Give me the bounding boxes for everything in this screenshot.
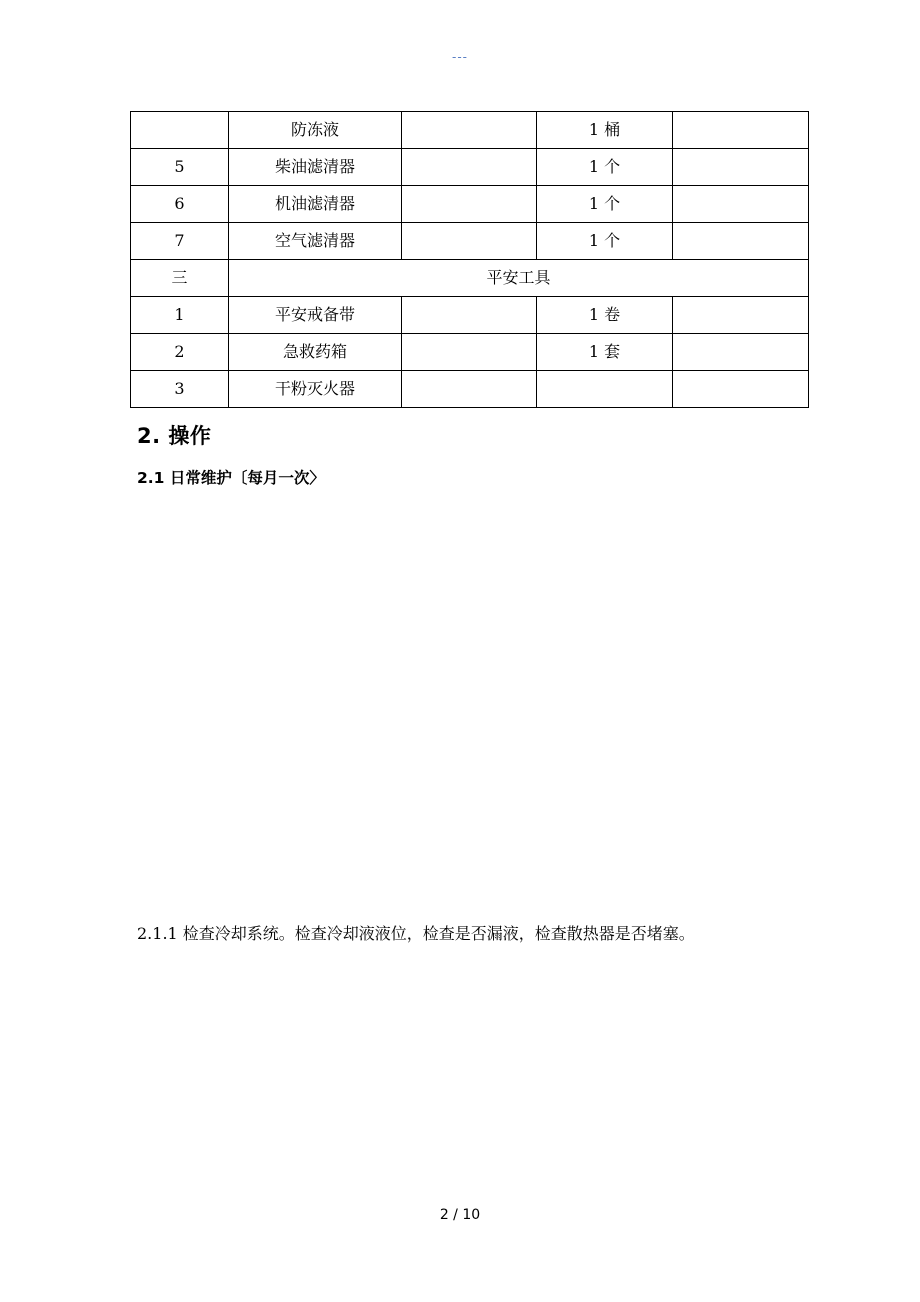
table-row (131, 297, 809, 334)
table-cell: 2 (131, 334, 229, 371)
subsection-heading: 2.1 日常维护〔每月一次〉 (137, 469, 325, 487)
table-cell (402, 112, 537, 149)
table-cell (537, 371, 673, 408)
table-row (131, 223, 809, 260)
table-cell: 1 个 (537, 186, 673, 223)
table-cell: 5 (131, 149, 229, 186)
table-cell (402, 149, 537, 186)
table-cell (402, 334, 537, 371)
table-cell (673, 149, 809, 186)
table-cell (673, 112, 809, 149)
table-cell: 1 桶 (537, 112, 673, 149)
table-cell (402, 371, 537, 408)
table-cell: 1 套 (537, 334, 673, 371)
table-cell: 空气滤清器 (229, 223, 402, 260)
table-row (131, 334, 809, 371)
table-cell: 三 (131, 260, 229, 297)
table-section-row (131, 260, 809, 297)
table-cell: 1 卷 (537, 297, 673, 334)
header-mark: --- (452, 50, 468, 64)
table-cell (131, 112, 229, 149)
table-cell: 急救药箱 (229, 334, 402, 371)
table-cell: 1 个 (537, 223, 673, 260)
table-cell: 1 个 (537, 149, 673, 186)
table-cell: 7 (131, 223, 229, 260)
table-cell (673, 223, 809, 260)
table-row (131, 112, 809, 149)
table-cell (673, 371, 809, 408)
table-section-title: 平安工具 (229, 260, 809, 297)
table-cell: 1 (131, 297, 229, 334)
table-cell: 干粉灭火器 (229, 371, 402, 408)
table-row (131, 371, 809, 408)
table-cell: 6 (131, 186, 229, 223)
table-cell (402, 223, 537, 260)
table-cell: 机油滤清器 (229, 186, 402, 223)
equipment-table (130, 111, 809, 408)
page-number: 2 / 10 (439, 1207, 481, 1223)
table-cell: 柴油滤清器 (229, 149, 402, 186)
table-row (131, 149, 809, 186)
section-heading: 2. 操作 (137, 424, 212, 448)
table-cell (673, 297, 809, 334)
body-paragraph: 2.1.1 检查冷却系统。检查冷却液液位，检查是否漏液，检查散热器是否堵塞。 (137, 924, 695, 943)
table-cell (673, 334, 809, 371)
table-cell (673, 186, 809, 223)
table-cell (402, 297, 537, 334)
table-cell: 防冻液 (229, 112, 402, 149)
table-row (131, 186, 809, 223)
table-cell (402, 186, 537, 223)
table-cell: 平安戒备带 (229, 297, 402, 334)
table-cell: 3 (131, 371, 229, 408)
